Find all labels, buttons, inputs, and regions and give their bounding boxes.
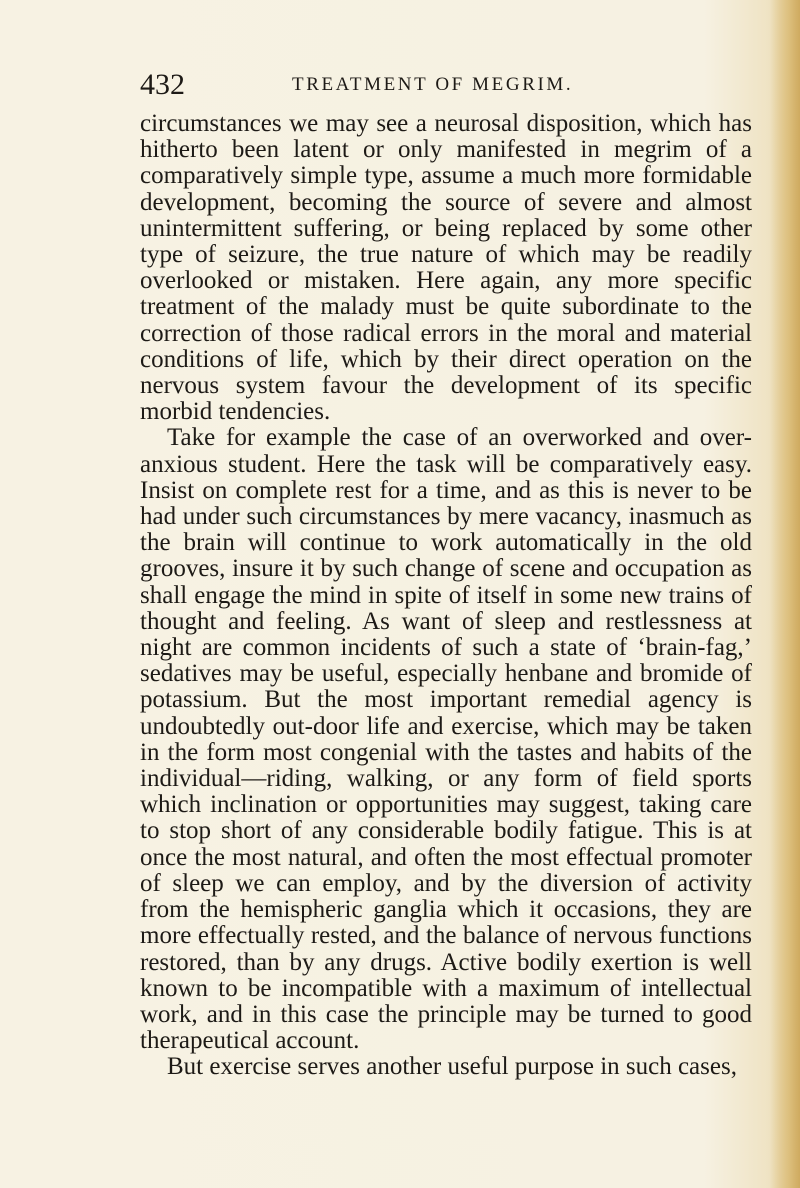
body-text xyxy=(140,111,752,1081)
page-number: 432 xyxy=(140,68,185,101)
paragraph-continuation: circumstances we may see a neurosal disposition, which has hitherto been latent or only manifested in megrim of a comparatively simple type, assume a much more formidable development, becoming the source of severe and almost unintermittent suffering, or being replaced by some other type of seizure, the true nature of which may be readily overlooked or mistaken. Here again, any more specific treatment of the malady must be quite subordinate to the correction of those radical errors in the moral and material conditions of life, which by their direct operation on the nervous system favour the development of its specific morbid tendencies. xyxy=(140,110,752,426)
page-header xyxy=(140,68,760,102)
paragraph-student-example: Take for example the case of an overworked and over-anxious student. Here the task will be comparatively easy. Insist on complete rest for a time, and as this is never to be had under such circumstances by mere vacancy, inasmuch as the brain will continue to work automatically in the old grooves, insure it by such change of scene and occupation as shall engage the mind in spite of itself in some new trains of thought and feeling. As want of sleep and restlessness at night are common incidents of such a state of ‘brain-fag,’ sedatives may be useful, especially henbane and bromide of potassium. But the most important remedial agency is undoubtedly out-door life and exercise, which may be taken in the form most congenial with the tastes and habits of the individual—riding, walking, or any form of field sports which inclination or opportunities may suggest, taking care to stop short of any considerable bodily fatigue. This is at once the most natural, and often the most effectual promoter of sleep we can employ, and by the diversion of activity from the hemispheric ganglia which it occasions, they are more effectually rested, and the balance of nervous functions restored, than by any drugs. Active bodily exertion is well known to be incompatible with a maximum of intellectual work, and in this case the principle may be turned to good therapeutical account. xyxy=(140,424,752,1055)
paragraph-exercise: But exercise serves another useful purpose in such cases, xyxy=(167,1053,737,1081)
page-edge-shadow xyxy=(770,0,800,1188)
running-title: TREATMENT OF MEGRIM. xyxy=(292,74,574,95)
